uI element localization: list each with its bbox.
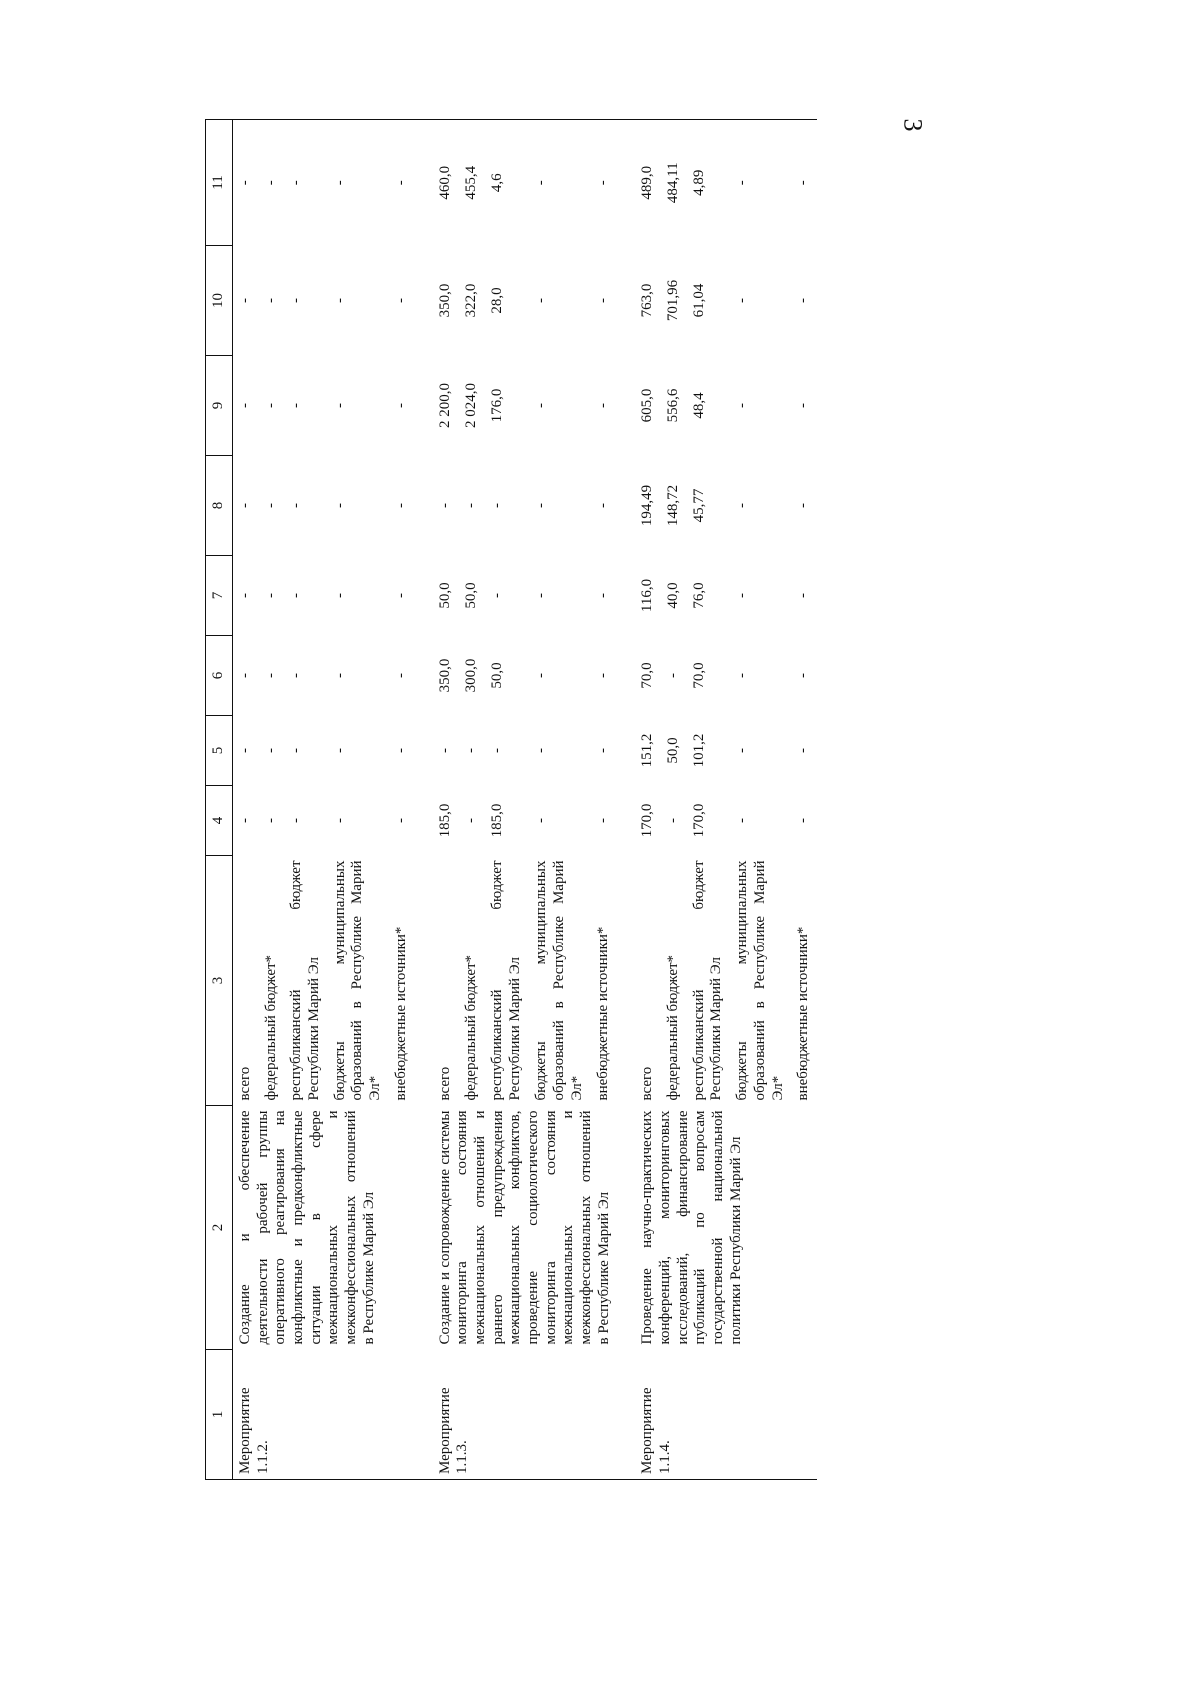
- funding-source: республиканский бюджет Республики Марий Эл: [489, 860, 523, 1101]
- value-cell: 101,2: [690, 733, 707, 768]
- header-row: [206, 120, 233, 1480]
- value-cell: -: [730, 120, 791, 246]
- value-cell: -: [795, 748, 812, 753]
- value-cell: -: [795, 403, 812, 408]
- value-cell: -: [392, 673, 409, 678]
- funding-source: внебюджетные источники*: [595, 926, 612, 1101]
- value-cell: -: [262, 403, 279, 408]
- value-cell: -: [288, 673, 305, 678]
- value-cell: -: [237, 298, 253, 303]
- value-cell: 28,0: [489, 287, 506, 314]
- value-cell: -: [392, 818, 409, 823]
- header-cell: 11: [206, 120, 233, 246]
- funding-source: федеральный бюджет*: [462, 954, 479, 1101]
- value-cell: -: [331, 748, 348, 753]
- value-cell: 176,0: [489, 388, 506, 423]
- value-cell: -: [262, 593, 279, 598]
- event-code: Мероприятие 1.1.3.: [415, 1350, 618, 1480]
- value-cell: 701,96: [665, 279, 682, 322]
- value-cell: 70,0: [639, 662, 656, 689]
- value-cell: 50,0: [665, 737, 682, 764]
- funding-source: всего: [237, 1066, 253, 1101]
- value-cell: -: [595, 403, 612, 408]
- value-cell: -: [734, 503, 751, 508]
- value-cell: 45,77: [690, 488, 707, 523]
- value-cell: 185,0: [489, 803, 506, 838]
- value-cell: -: [331, 403, 348, 408]
- value-cell: -: [533, 673, 550, 678]
- event-description: Создание и обеспечение деятельности рабочей группы оперативного реагирования на конфликтные и предконфликтные ситуации в сфере межнациональных и межконфессиональных отношений в Республике Марий Эл: [237, 1110, 377, 1345]
- value-cell: 460,0: [415, 120, 459, 246]
- value-cell: -: [237, 818, 253, 823]
- header-cell: 4: [206, 786, 233, 856]
- page-number: 3: [898, 118, 928, 132]
- value-cell: -: [288, 298, 305, 303]
- value-cell: -: [436, 503, 453, 508]
- value-cell: -: [734, 748, 751, 753]
- value-cell: -: [436, 748, 453, 753]
- value-cell: 70,0: [690, 662, 707, 689]
- table-body: [233, 120, 817, 1480]
- value-cell: -: [665, 673, 682, 678]
- value-cell: -: [462, 503, 479, 508]
- value-cell: -: [791, 120, 817, 246]
- value-cell: -: [734, 673, 751, 678]
- value-cell: 116,0: [639, 578, 656, 613]
- value-cell: -: [237, 403, 253, 408]
- value-cell: -: [392, 503, 409, 508]
- value-cell: -: [489, 593, 506, 598]
- value-cell: -: [262, 673, 279, 678]
- value-cell: -: [262, 818, 279, 823]
- value-cell: -: [591, 120, 617, 246]
- value-cell: -: [533, 818, 550, 823]
- value-cell: -: [734, 593, 751, 598]
- event-code: Мероприятие 1.1.2.: [233, 1350, 415, 1480]
- value-cell: 40,0: [665, 582, 682, 609]
- value-cell: -: [595, 818, 612, 823]
- funding-source: республиканский бюджет Республики Марий Эл: [690, 860, 725, 1101]
- value-cell: -: [331, 503, 348, 508]
- value-cell: -: [533, 503, 550, 508]
- value-cell: -: [795, 593, 812, 598]
- value-cell: 350,0: [436, 658, 453, 693]
- value-cell: -: [331, 593, 348, 598]
- funding-source: всего: [639, 1066, 656, 1101]
- value-cell: 300,0: [462, 658, 479, 693]
- value-cell: -: [533, 748, 550, 753]
- value-cell: -: [288, 748, 305, 753]
- value-cell: -: [595, 503, 612, 508]
- value-cell: -: [734, 818, 751, 823]
- value-cell: -: [392, 593, 409, 598]
- value-cell: -: [489, 503, 506, 508]
- value-cell: -: [529, 120, 591, 246]
- value-cell: -: [288, 403, 305, 408]
- header-cell: 7: [206, 556, 233, 636]
- value-cell: -: [795, 503, 812, 508]
- value-cell: -: [533, 298, 550, 303]
- value-cell: 2 024,0: [462, 383, 479, 428]
- header-cell: 3: [206, 856, 233, 1106]
- value-cell: -: [533, 593, 550, 598]
- value-cell: -: [331, 298, 348, 303]
- header-cell: 5: [206, 716, 233, 786]
- value-cell: 194,49: [639, 484, 656, 527]
- value-cell: -: [262, 748, 279, 753]
- event-code: Мероприятие 1.1.4.: [617, 1350, 817, 1480]
- rotated-table-wrapper: [205, 120, 920, 1480]
- value-cell: 50,0: [489, 662, 506, 689]
- value-cell: 170,0: [690, 803, 707, 838]
- value-cell: 4,89: [687, 120, 730, 246]
- value-cell: -: [533, 403, 550, 408]
- value-cell: -: [392, 298, 409, 303]
- value-cell: -: [489, 748, 506, 753]
- value-cell: 484,11: [661, 120, 687, 246]
- event-description: Проведение научно-практических конференций, мониторинговых исследований, финансирование публикаций по вопросам государственной национальной политики Республики Марий Эл: [639, 1110, 744, 1345]
- funding-source: федеральный бюджет*: [262, 954, 279, 1101]
- value-cell: -: [595, 673, 612, 678]
- value-cell: -: [288, 503, 305, 508]
- value-cell: -: [288, 818, 305, 823]
- value-cell: -: [392, 748, 409, 753]
- funding-source: федеральный бюджет*: [665, 954, 682, 1101]
- funding-source: бюджеты муниципальных образований в Республике Марий Эл*: [533, 860, 585, 1101]
- value-cell: 2 200,0: [436, 383, 453, 428]
- value-cell: 50,0: [436, 582, 453, 609]
- value-cell: 50,0: [462, 582, 479, 609]
- value-cell: -: [595, 593, 612, 598]
- value-cell: -: [389, 120, 415, 246]
- funding-source: внебюджетные источники*: [795, 926, 812, 1101]
- value-cell: -: [795, 298, 812, 303]
- value-cell: -: [262, 503, 279, 508]
- value-cell: -: [462, 748, 479, 753]
- value-cell: -: [595, 748, 612, 753]
- table-row: [415, 120, 459, 1480]
- funding-source: внебюджетные источники*: [392, 926, 409, 1101]
- value-cell: -: [665, 818, 682, 823]
- value-cell: -: [233, 120, 259, 246]
- table-row: [617, 120, 661, 1480]
- funding-source: всего: [436, 1066, 453, 1101]
- value-cell: 322,0: [462, 283, 479, 318]
- value-cell: -: [462, 818, 479, 823]
- value-cell: -: [259, 120, 285, 246]
- value-cell: 151,2: [639, 733, 656, 768]
- value-cell: -: [237, 503, 253, 508]
- value-cell: -: [328, 120, 389, 246]
- value-cell: -: [237, 748, 253, 753]
- table-row: [233, 120, 259, 1480]
- value-cell: -: [331, 818, 348, 823]
- value-cell: -: [795, 818, 812, 823]
- value-cell: 76,0: [690, 582, 707, 609]
- value-cell: 605,0: [639, 388, 656, 423]
- value-cell: 148,72: [665, 484, 682, 527]
- header-cell: 6: [206, 636, 233, 716]
- value-cell: -: [237, 673, 253, 678]
- value-cell: 48,4: [690, 392, 707, 419]
- value-cell: 556,6: [665, 388, 682, 423]
- value-cell: 455,4: [459, 120, 485, 246]
- value-cell: -: [595, 298, 612, 303]
- value-cell: -: [237, 593, 253, 598]
- value-cell: 61,04: [690, 283, 707, 318]
- header-cell: 2: [206, 1106, 233, 1350]
- funding-source: бюджеты муниципальных образований в Республике Марий Эл*: [734, 860, 786, 1101]
- event-description: Создание и сопровождение системы мониторинга состояния межнациональных отношений и раннего предупреждения межнациональных конфликтов, проведение социологического мониторинга состояния межнациональных и межконфессиональных отношений в Республике Марий Эл: [436, 1110, 612, 1345]
- header-cell: 1: [206, 1350, 233, 1480]
- value-cell: 489,0: [617, 120, 661, 246]
- header-cell: 9: [206, 356, 233, 456]
- value-cell: 170,0: [639, 803, 656, 838]
- header-cell: 8: [206, 456, 233, 556]
- financing-table: [205, 119, 817, 1480]
- funding-source: бюджеты муниципальных образований в Республике Марий Эл*: [331, 860, 384, 1101]
- value-cell: 763,0: [639, 283, 656, 318]
- value-cell: -: [288, 593, 305, 598]
- value-cell: -: [331, 673, 348, 678]
- header-cell: 10: [206, 246, 233, 356]
- funding-source: республиканский бюджет Республики Марий Эл: [288, 860, 323, 1101]
- value-cell: -: [284, 120, 327, 246]
- value-cell: -: [734, 298, 751, 303]
- value-cell: -: [795, 673, 812, 678]
- value-cell: 185,0: [436, 803, 453, 838]
- value-cell: -: [392, 403, 409, 408]
- value-cell: 4,6: [485, 120, 529, 246]
- value-cell: 350,0: [436, 283, 453, 318]
- value-cell: -: [262, 298, 279, 303]
- value-cell: -: [734, 403, 751, 408]
